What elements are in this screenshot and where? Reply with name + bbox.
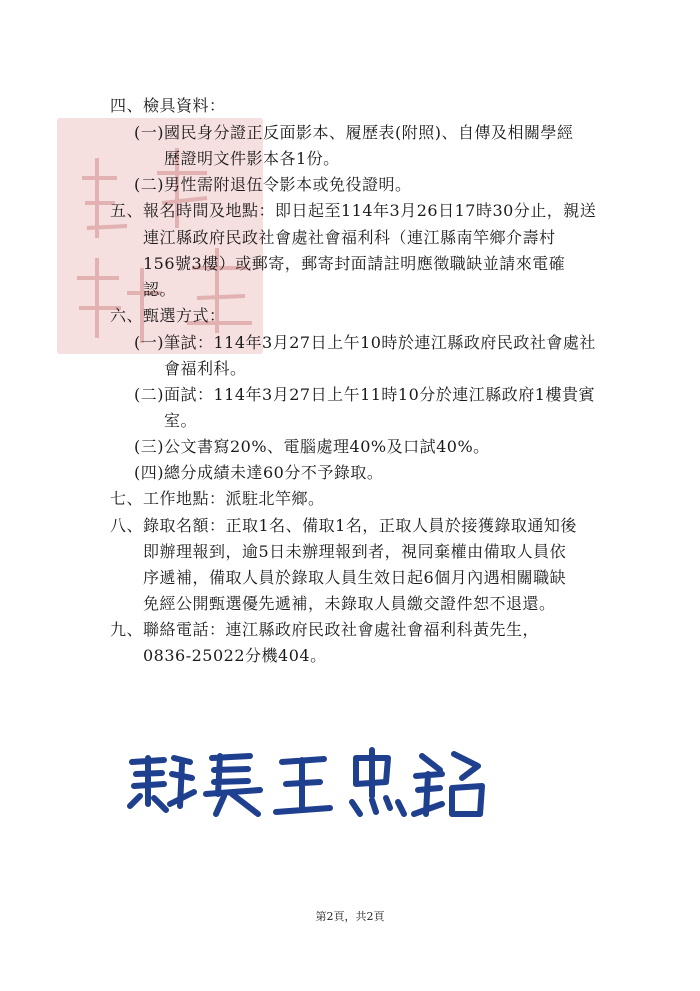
section-6-item-1-line-1: (一)筆試：114年3月27日上午10時於連江縣政府民政社會處社 xyxy=(134,333,596,352)
section-6-item-3: (三)公文書寫20%、電腦處理40%及口試40%。 xyxy=(134,437,490,456)
section-5-line-3: 156號3樓）或郵寄，郵寄封面請註明應徵職缺並請來電確 xyxy=(143,254,566,273)
section-4-item-1-line-1: (一)國民身分證正反面影本、履歷表(附照)、自傳及相關學經 xyxy=(134,123,574,142)
section-9-line-1: 九、聯絡電話：連江縣政府民政社會處社會福利科黃先生， xyxy=(110,620,540,639)
section-9-line-2: 0836-25022分機404。 xyxy=(143,646,327,665)
page-number-footer: 第2頁，共2頁 xyxy=(315,910,385,923)
section-8-line-2: 即辦理報到，逾5日未辦理報到者，視同棄權由備取人員依 xyxy=(143,542,567,561)
signature-brush-strokes xyxy=(120,744,500,824)
section-5-line-4: 認。 xyxy=(143,280,177,299)
section-7: 七、工作地點：派駐北竿鄉。 xyxy=(110,489,325,508)
section-4-item-2: (二)男性需附退伍令影本或免役證明。 xyxy=(134,175,412,194)
section-6-item-2-line-2: 室。 xyxy=(164,411,198,430)
section-6-item-2-line-1: (二)面試：114年3月27日上午11時10分於連江縣政府1樓貴賓 xyxy=(134,385,595,404)
section-5-line-2: 連江縣政府民政社會處社會福利科（連江縣南竿鄉介壽村 xyxy=(143,228,556,247)
section-6-title: 六、甄選方式： xyxy=(110,306,226,325)
section-5-line-1: 五、報名時間及地點：即日起至114年3月26日17時30分止，親送 xyxy=(110,201,597,220)
section-6-item-4: (四)總分成績未達60分不予錄取。 xyxy=(134,463,384,482)
signature-magistrate xyxy=(120,744,500,824)
section-8-line-3: 序遞補，備取人員於錄取人員生效日起6個月內遇相關職缺 xyxy=(143,568,567,587)
section-8-line-1: 八、錄取名額：正取1名、備取1名，正取人員於接獲錄取通知後 xyxy=(110,516,577,535)
section-4-title: 四、檢具資料： xyxy=(110,96,226,115)
section-8-line-4: 免經公開甄選優先遞補，未錄取人員繳交證件恕不退還。 xyxy=(143,594,556,613)
section-6-item-1-line-2: 會福利科。 xyxy=(164,359,247,378)
section-4-item-1-line-2: 歷證明文件影本各1份。 xyxy=(164,149,340,168)
